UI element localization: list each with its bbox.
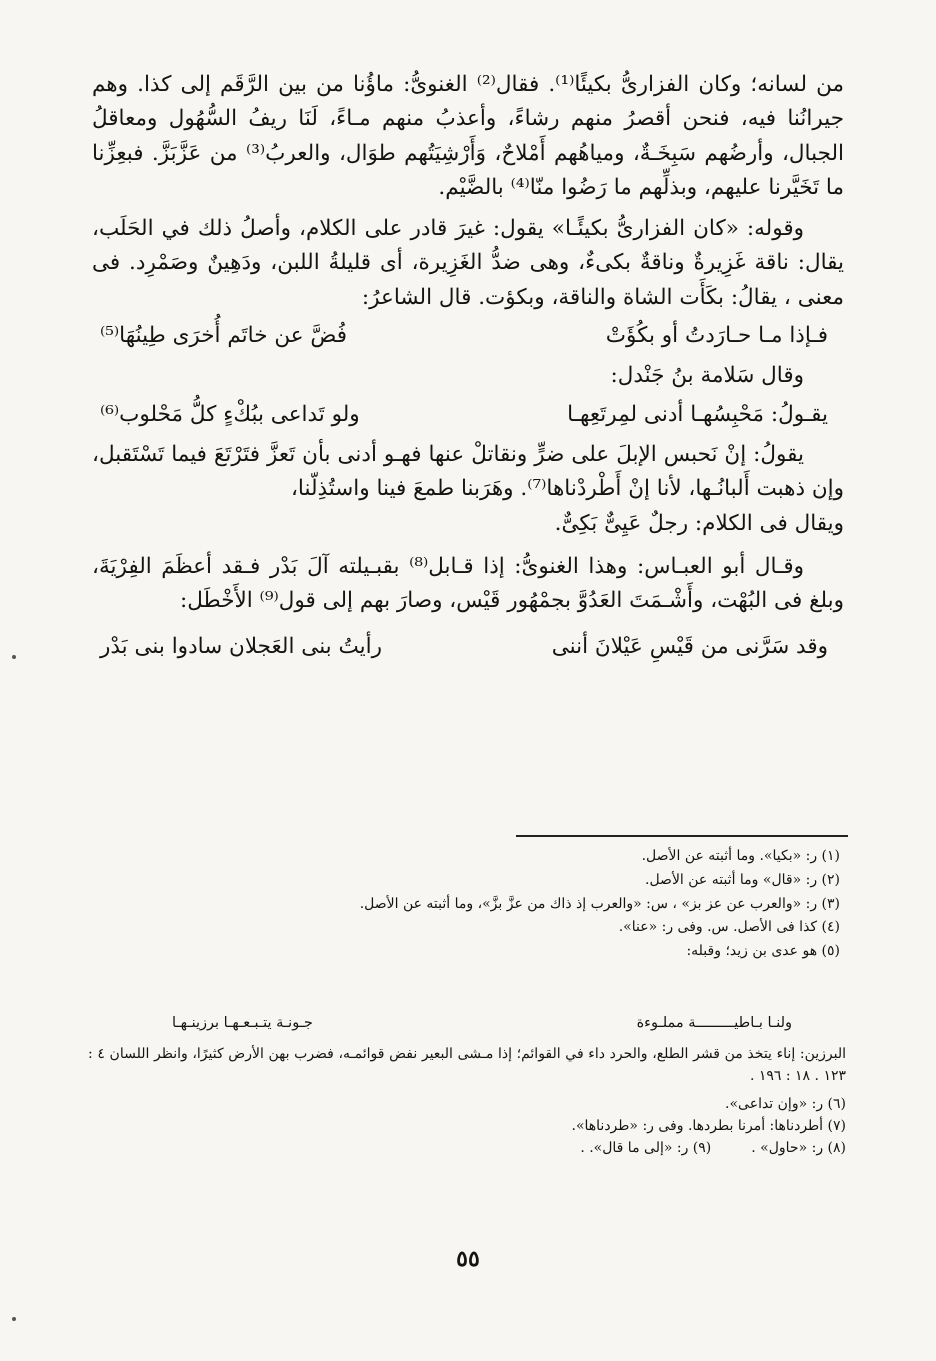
footnote-5-verse-second-hemistich: جـونـة يتـبـعـهـا برزينـهـا [172,1015,313,1031]
verse-2 [92,398,844,432]
footnotes-bottom [88,1043,846,1159]
verse-2-second-hemistich: ولو تَداعى ببُكْءٍ كلُّ مَحْلوب⁽⁶⁾ [100,401,360,427]
footnote-2: (٢) ر: «قال» وما أثبته عن الأصل. [645,871,840,888]
footnotes-top [228,845,840,964]
main-text [92,68,844,671]
margin-speck [12,1317,16,1321]
paragraph-3: يقولُ: إنْ نَحبس الإبلَ على ضرٍّ ونقاتلْ عنها فهـو أدنى بأن تَعزَّ فتَرْتَعَ فيما تَسْتَقبل، وإن ذهبت أَلبانُـها، لأنا إنْ أَطْردْناها⁽⁷⁾. وهَرَبنا طمعَ فينا واستُذِلّنا، [92,441,844,502]
footnote-1: (١) ر: «بكيا». وما أثبته عن الأصل. [641,848,840,864]
footnote-5-note: البرزين: إناء يتخذ من قشر الطلع، والحرد داء في القوائم؛ إذا مـشى البعير نفض قوائمـه، فضرب بهن الأرض كثيرًا، وانظر اللسان ٤ : ١٢٣ . ١٨ : ١٩٦ . [88,1046,846,1084]
page-number: ٥٥ [456,1246,480,1272]
verse-1-second-hemistich: فُضَّ عن خاتَم أُخرَى طِينُهَا⁽⁵⁾ [100,323,347,349]
verse-2-first-hemistich: يقـولُ: مَحْبِسُهـا أدنى لمِرتَعِهـا [567,401,828,427]
footnote-6: (٦) ر: «وإن تداعى». [725,1096,846,1112]
footnote-4: (٤) كذا فى الأصل. س. وفى ر: «عنا». [618,919,840,936]
footnote-5-verse-first-hemistich: ولنـا بـاطيـــــــــة مملـوءة [636,1015,792,1031]
footnote-divider [516,835,848,837]
footnote-5-verse [172,1015,792,1031]
salama-attribution: وقال سَلامة بنُ جَنْدل: [610,363,804,389]
footnote-3: (٣) ر: «والعرب عن عز بز» ، س: «والعرب إذ ذاك من عزَّ بزَّ»، وما أثبته عن الأصل. [359,895,840,912]
verse-1-first-hemistich: فـإذا مـا حـارَدتُ أو بكُؤَتْ [605,323,828,349]
verse-3-first-hemistich: وقد سَرَّنى من قَيْسِ عَيْلانَ أننى [551,634,828,660]
footnote-9: (٩) ر: «إلى ما قال». . [580,1140,712,1156]
verse-3-second-hemistich: رأيتُ بنى العَجلان سادوا بنى بَدْر [100,634,382,660]
verse-1 [92,319,844,353]
verse-3 [92,630,844,664]
paragraph-1: من لسانه؛ وكان الفزارىُّ بكيئًا⁽¹⁾. فقال⁽²⁾ الغنوىُّ: ماؤُنا من بين الرَّقَم إلى كذا. وهم جيرانُنا فيه، فنحن أقصرُ منهم رشاءً، وأعذبُ منهم مـاءً، لَنَا ريفُ السُّهُول ومعاقلُ الجبال، وأرضُهم سَبِخَـةٌ، ومياهُهم أَمْلاحٌ، وَأَرْشِيَتُهم طوَال، والعربُ⁽³⁾ من عَزَّبَزَّ. فبعِزِّنا ما تَخَيَّرنا عليهم، وبذلِّهم ما رَضُوا منّا⁽⁴⁾ بالضَّيْم. [92,72,844,200]
footnote-8: (٨) ر: «حاول» . [751,1140,846,1156]
footnote-7: (٧) أطردناها: أمرنا بطردها. وفى ر: «طردناها». [571,1118,846,1134]
paragraph-4: وقـال أبو العبـاس: وهذا الغنوىُّ: إذا قـابل⁽⁸⁾ بقبـيلته آلَ بَدْر فـقد أعظَمَ الفِرْيَةَ، وبلغ فى البُهْت، وأَشْـمَتَ العَدُوَّ بجمْهُور قَيْس، وصارَ بهم إلى قول⁽⁹⁾ الأَخْطَل: [92,553,844,614]
paragraph-3b: ويقال فى الكلام: رجلٌ عَيِىٌّ بَكِىٌّ. [554,510,844,536]
footnote-8-9-row [88,1137,846,1159]
paragraph-2: وقوله: «كان الفزارىُّ بكيئًـا» يقول: غيرَ قادر على الكلام، وأصلُ ذلك في الحَلَب، يقال: ناقة غَزِيرةٌ وناقةٌ بكىءٌ، وهى ضدُّ الغَزِيرة، أى قليلةُ اللبن، ودَهِينٌ وصَمْرِد. فى معنى ، يقالُ: بكَأَت الشاة والناقة، وبكؤت. قال الشاعرُ: [92,216,844,310]
footnote-5: (٥) هو عدى بن زيد؛ وقبله: [686,943,840,960]
margin-speck [12,655,16,659]
